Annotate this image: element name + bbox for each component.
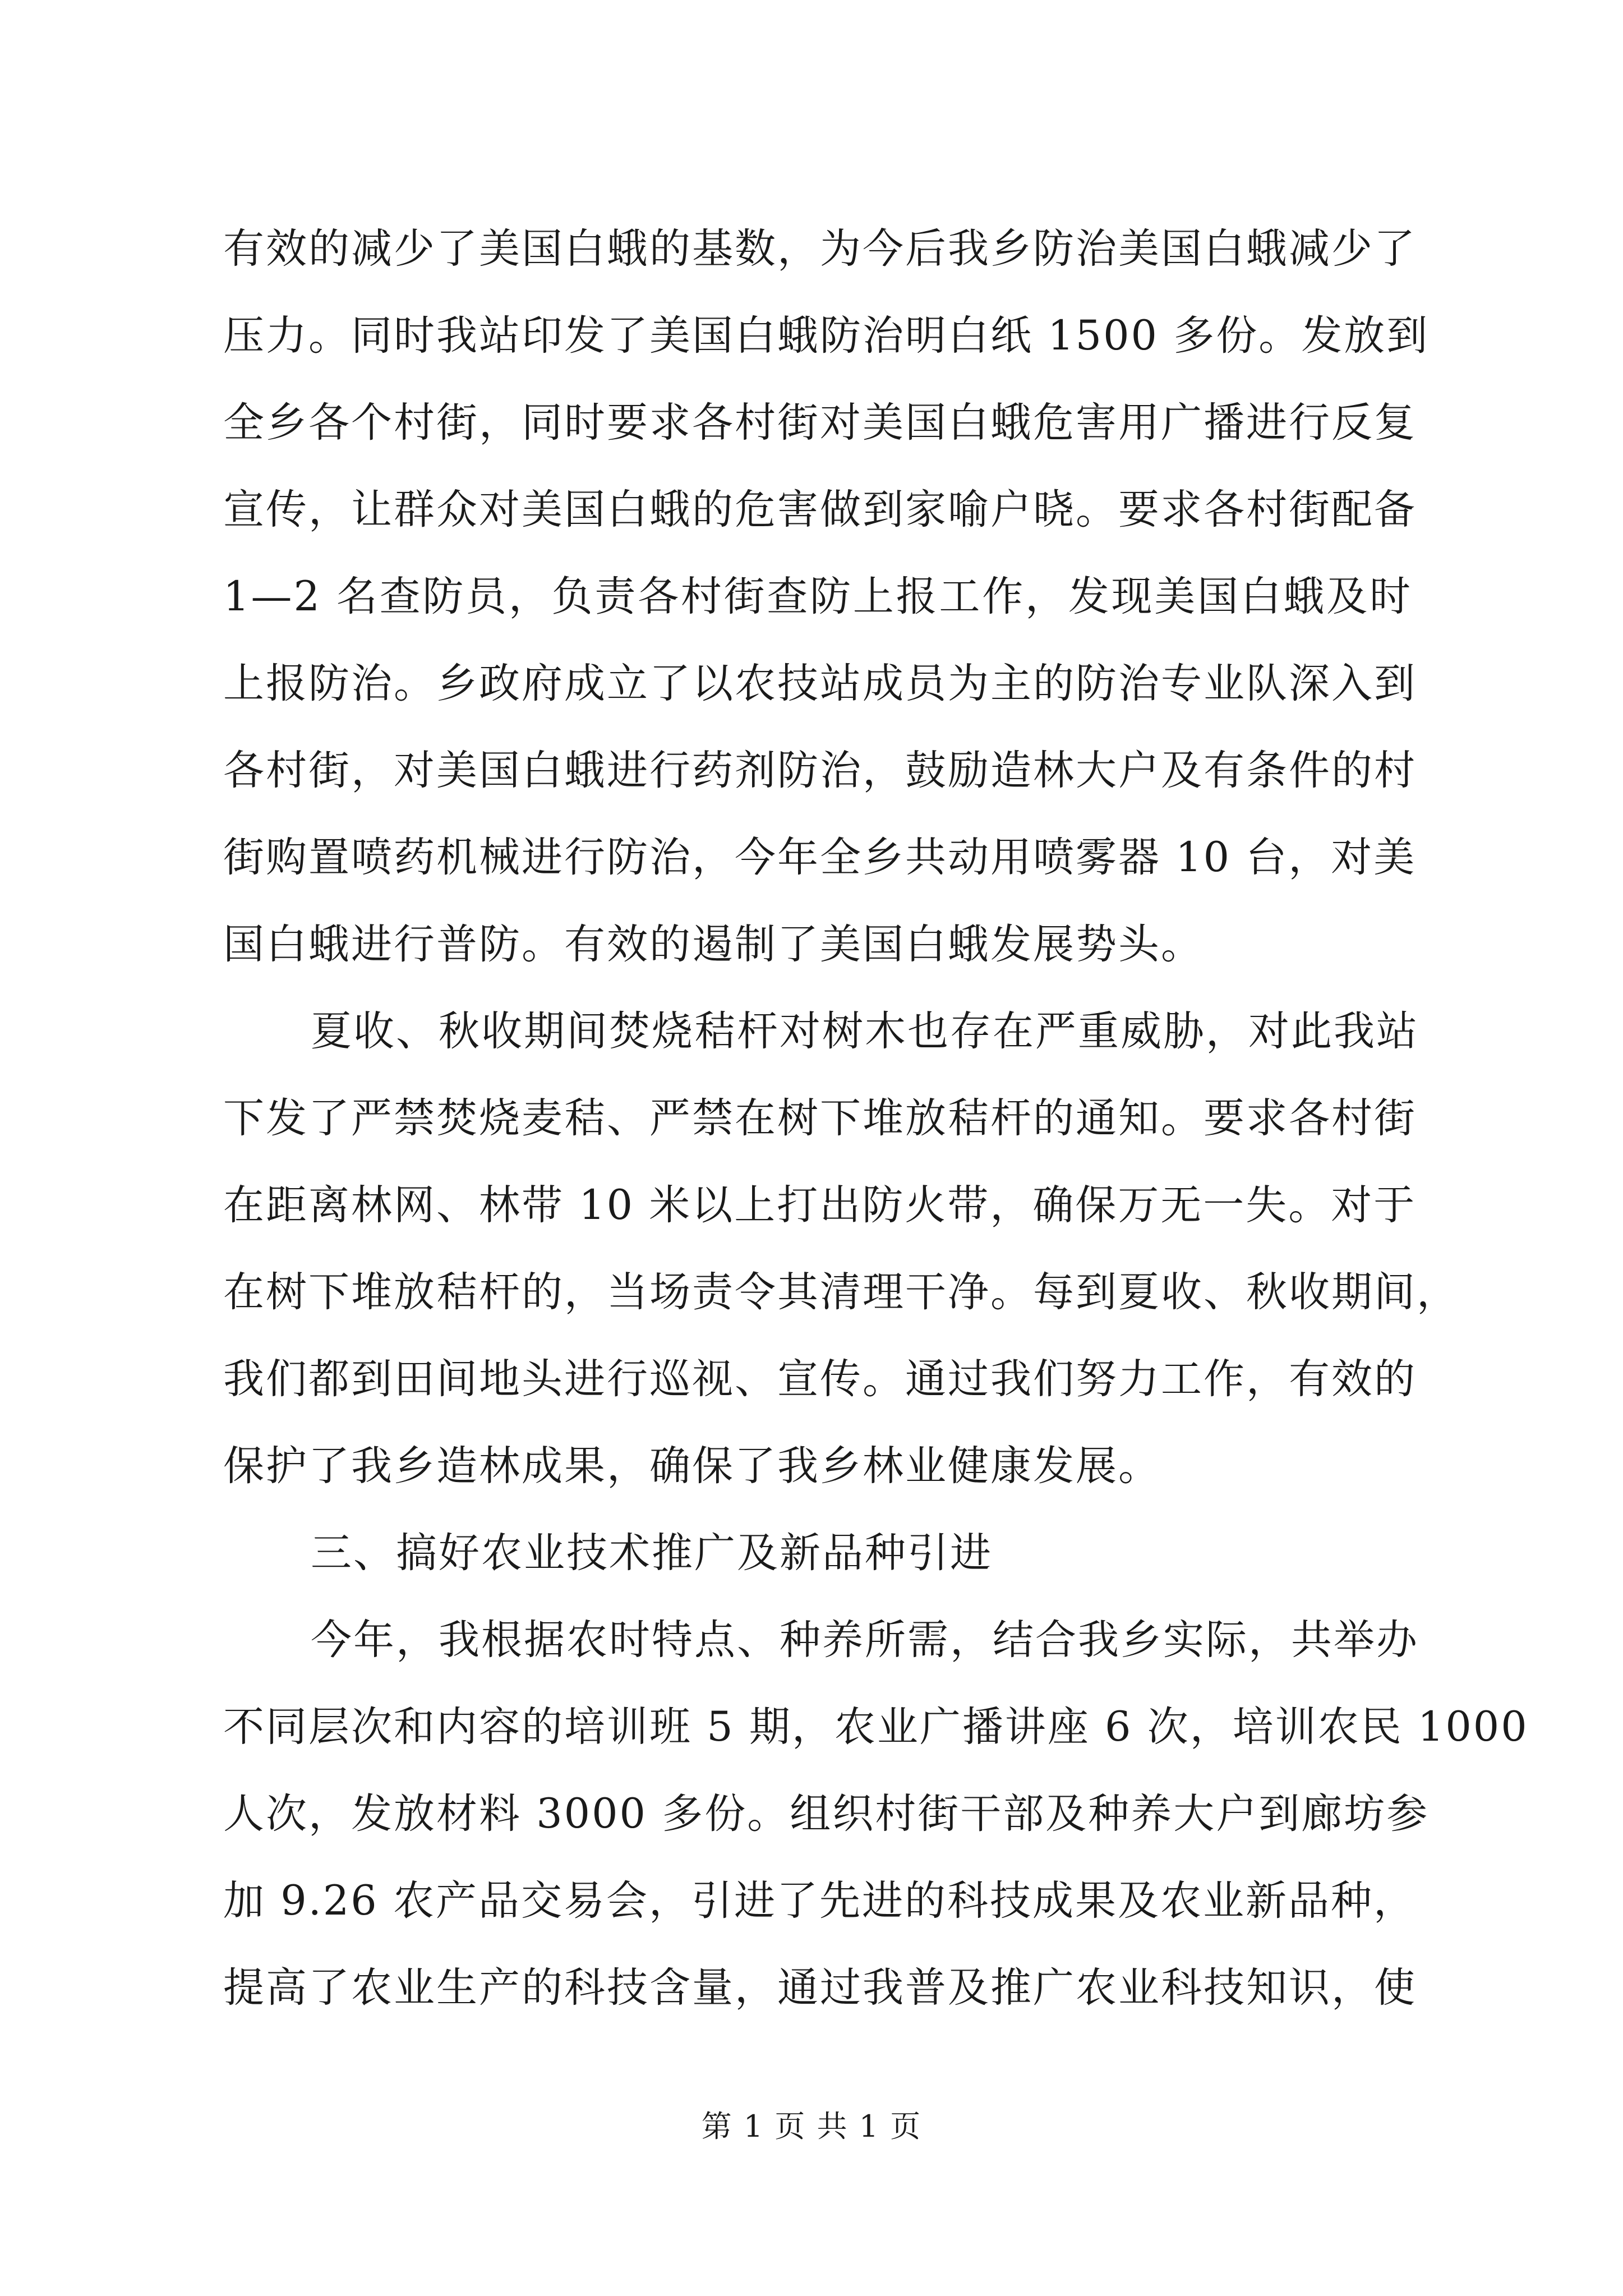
text-line: 全乡各个村街，同时要求各村街对美国白蛾危害用广播进行反复 <box>223 399 1417 447</box>
text-line: 国白蛾进行普防。有效的遏制了美国白蛾发展势头。 <box>223 921 1204 968</box>
text-line: 在树下堆放秸杆的，当场责令其清理干净。每到夏收、秋收期间， <box>223 1268 1459 1316</box>
document-body <box>223 205 1529 2031</box>
text-line: 宣传，让群众对美国白蛾的危害做到家喻户晓。要求各村街配备 <box>223 486 1417 533</box>
text-line: 上报防治。乡政府成立了以农技站成员为主的防治专业队深入到 <box>223 660 1417 707</box>
text-line: 我们都到田间地头进行巡视、宣传。通过我们努力工作，有效的 <box>223 1355 1417 1403</box>
paragraph-white-moth-control <box>223 205 1430 988</box>
text-line: 街购置喷药机械进行防治，今年全乡共动用喷雾器 10 台，对美 <box>223 834 1417 881</box>
page-footer: 第 1 页 共 1 页 <box>701 2109 922 2144</box>
text-line: 各村街，对美国白蛾进行药剂防治，鼓励造林大户及有条件的村 <box>223 747 1417 794</box>
text-line: 1—2 名查防员，负责各村街查防上报工作，发现美国白蛾及时 <box>223 573 1412 620</box>
text-line: 压力。同时我站印发了美国白蛾防治明白纸 1500 多份。发放到 <box>223 312 1430 360</box>
text-line: 有效的减少了美国白蛾的基数，为今后我乡防治美国白蛾减少了 <box>223 225 1417 273</box>
text-line: 不同层次和内容的培训班 5 期，农业广播讲座 6 次，培训农民 1000 <box>223 1703 1529 1751</box>
section-heading <box>223 1510 1412 1596</box>
text-line: 在距离林网、林带 10 米以上打出防火带，确保万无一失。对于 <box>223 1181 1417 1229</box>
text-line: 今年，我根据农时特点、种养所需，结合我乡实际，共举办 <box>311 1616 1419 1664</box>
text-line: 夏收、秋收期间焚烧秸杆对树木也存在严重威胁，对此我站 <box>311 1007 1419 1055</box>
paragraph-straw-burning <box>223 988 1459 1510</box>
text-line: 保护了我乡造林成果，确保了我乡林业健康发展。 <box>223 1442 1161 1490</box>
text-line: 提高了农业生产的科技含量，通过我普及推广农业科技知识，使 <box>223 1964 1417 2012</box>
text-line: 加 9.26 农产品交易会，引进了先进的科技成果及农业新品种， <box>223 1877 1416 1925</box>
heading-line: 三、搞好农业技术推广及新品种引进 <box>311 1529 993 1577</box>
text-line: 下发了严禁焚烧麦秸、严禁在树下堆放秸杆的通知。要求各村街 <box>223 1094 1417 1142</box>
paragraph-agri-tech-training <box>223 1596 1529 2031</box>
text-line: 人次，发放材料 3000 多份。组织村街干部及种养大户到廊坊参 <box>223 1790 1430 1838</box>
